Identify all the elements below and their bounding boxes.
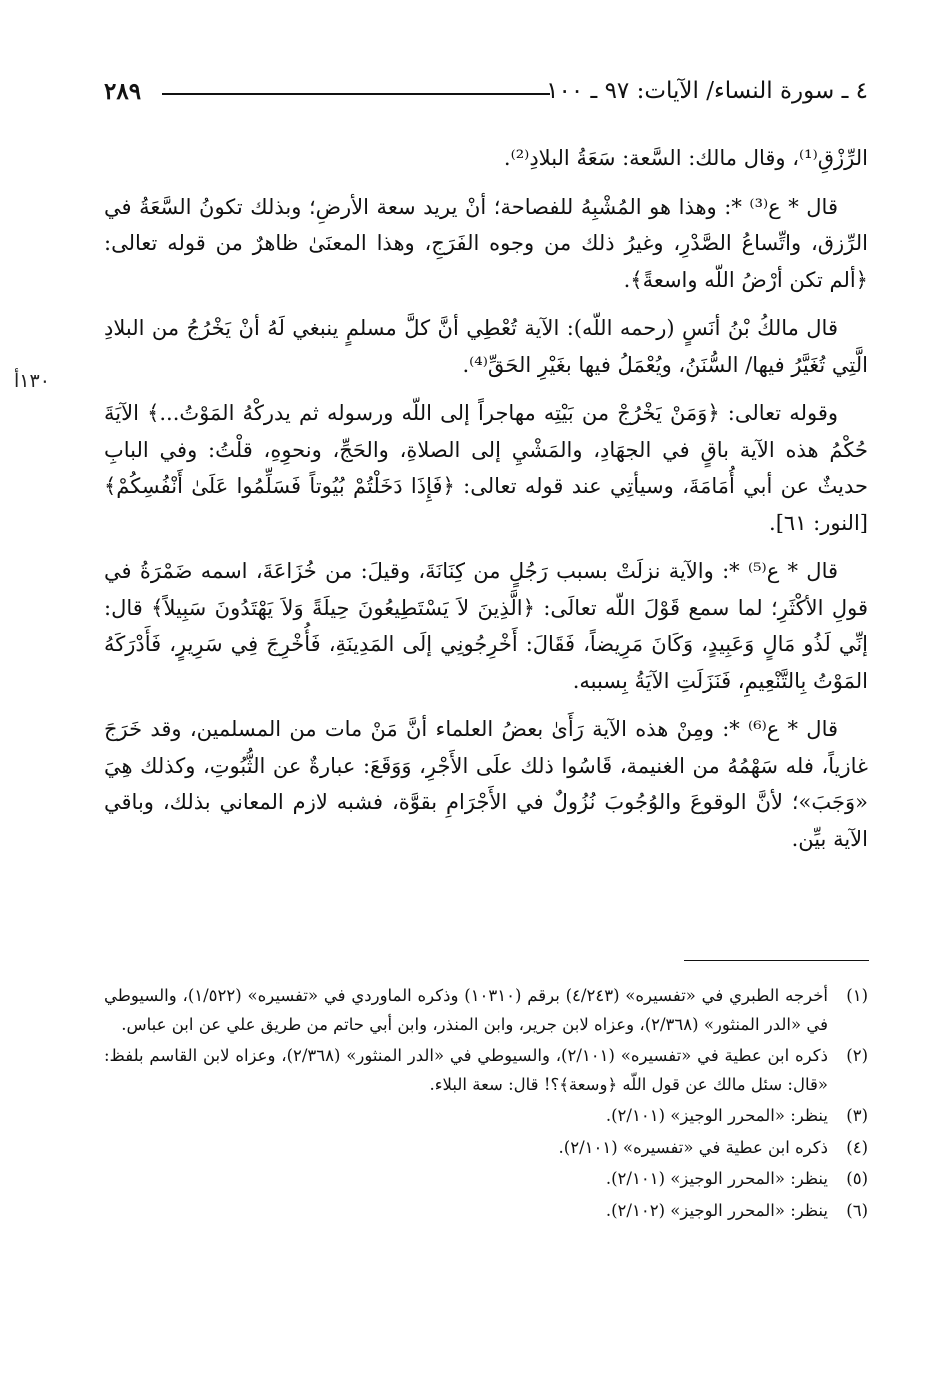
- footnote-number: (٦): [846, 1200, 868, 1220]
- footnote-number: (٤): [846, 1137, 868, 1157]
- header-title: ٤ ـ سورة النساء/ الآيات: ٩٧ ـ ١٠٠: [538, 78, 868, 104]
- footnote: [104, 1102, 868, 1131]
- margin-folio-note: ١٣٠أ: [14, 370, 50, 392]
- footnote: [104, 1197, 868, 1226]
- paragraph: قال * ع⁽⁶⁾ *: ومِنْ هذه الآية رَأَىٰ بعضُ العلماء أنَّ مَنْ مات من المسلمين، وقد خَرَجَ غازياً، فله سَهْمُهُ من الغنيمة، قَاسُوا ذلك علَى الأَجْرِ، وَوَقَعَ: عبارةٌ عن الثُّبُوتِ، وكذلك هِيَ «وَجَبَ»؛ لأنَّ الوقوعَ والوُجُوبَ نُزُولٌ في الأَجْرَامِ بقوَّة، فشبه لازم المعاني بذلك، وباقي الآية بيِّن.: [104, 717, 868, 851]
- main-text: [104, 140, 868, 869]
- paragraph: قال مالكُ بْنُ أنَسٍ (رحمه اللّه): الآية تُعْطِي أنَّ كلَّ مسلمٍ ينبغي لَهُ أنْ يَخْرُجُ من البلادِ الَّتِي تُغَيَّرُ فيها/ السُّنَنُ، ويُعْمَلُ فيها بغَيْرِ الحَقِّ⁽⁴⁾.: [104, 316, 868, 377]
- header-rule: [162, 93, 550, 95]
- paragraph: وقوله تعالى: ﴿وَمَنْ يَخْرُجْ من بَيْتِه مهاجراً إلى اللّه ورسوله ثم يدركْهُ المَوْتُ...﴾ الآيَةَ حُكْمُ هذه الآية باقٍ في الجهَادِ، والمَشْيِ إلى الصلاةِ، والحَجِّ، ونحوِهِ، قلْتُ: وفي البابِ حديثٌ عن أبي أُمَامَةَ، وسيأتِي عند قوله تعالى: ﴿فَإِذَا دَخَلْتُمْ بُيُوتاً فَسَلِّمُوا عَلَىٰ أَنْفُسِكُمْ﴾ [النور: ٦١].: [104, 401, 868, 535]
- paragraph: قال * ع⁽³⁾ *: وهذا هو المُشْبِهُ للفصاحة؛ أنْ يريد سعة الأرضِ؛ وبذلك تكونُ السَّعَةُ في الرِّزق، واتِّساعُ الصَّدْرِ، وغيرُ ذلك من وجوه الفَرَجِ، وهذا المعنَىٰ ظاهرٌ من قوله تعالى: ﴿ألم تكن أرْضُ اللّه واسعةً﴾.: [104, 194, 868, 292]
- footnote-text: ذكره ابن عطية في «تفسيره» (٢/١٠١).: [558, 1137, 828, 1157]
- footnote-text: ينظر: «المحرر الوجيز» (٢/١٠١).: [605, 1169, 828, 1188]
- footnote: [104, 1042, 868, 1099]
- footnote-text: ذكره ابن عطية في «تفسيره» (٢/١٠١)، والسيوطي في «الدر المنثور» (٢/٣٦٨)، وعزاه لابن القاسم بلفظ: «قال: سئل مالك عن قول اللّه ﴿وسعة﴾؟! قال: سعة البلاء.: [104, 1046, 828, 1094]
- footnote-text: ينظر: «المحرر الوجيز» (٢/١٠٢).: [605, 1200, 828, 1220]
- paragraph: الرِّزْقِ⁽¹⁾، وقال مالك: السَّعة: سَعَةُ البلادِ⁽²⁾.: [503, 146, 868, 170]
- footnote-number: (٥): [846, 1169, 868, 1188]
- footnote-number: (٢): [846, 1046, 868, 1065]
- footnote: [104, 1134, 868, 1163]
- footnotes: [104, 982, 868, 1228]
- paragraph: قال * ع⁽⁵⁾ *: والآية نزلَتْ بسبب رَجُلٍ من كِنَانَةَ، وقيلَ: من خُزَاعَةَ، اسمه ضَمْرَةُ في قولِ الأكْثَرِ؛ لما سمع قَوْلَ اللّه تعالَى: ﴿الَّذِينَ لاَ يَسْتَطِيعُونَ حِيلَةً وَلاَ يَهْتَدُونَ سَبِيلاً﴾ قال: إنِّي لَذُو مَالٍ وَعَبِيدٍ، وَكَانَ مَرِيضاً، فَقَالَ: أَخْرِجُونِي إلَى المَدِينَةِ، فَأُخْرِجَ فِي سَرِيرٍ، فَأَدْرَكَهُ المَوْتُ بِالتَّنْعِيمِ، فَنَزَلَتِ الآيَةُ بِسببه.: [104, 559, 868, 693]
- footnote-text: أخرجه الطبري في «تفسيره» (٤/٢٤٣) برقم (١٠٣١٠) وذكره الماوردي في «تفسيره» (١/٥٢٢)، والسيوطي في «الدر المنثور» (٢/٣٦٨)، وعزاه لابن جرير، وابن المنذر، وابن أبي حاتم من طريق علي عن ابن عباس.: [104, 986, 828, 1034]
- footnote-number: (١): [846, 986, 868, 1005]
- footnote-number: (٣): [846, 1106, 868, 1125]
- footnote: [104, 982, 868, 1039]
- footnote-text: ينظر: «المحرر الوجيز» (٢/١٠١).: [605, 1106, 828, 1125]
- footnote-separator: [684, 960, 869, 961]
- footnote: [104, 1165, 868, 1194]
- page-number: ٢٨٩: [104, 78, 142, 105]
- running-header: [104, 78, 868, 112]
